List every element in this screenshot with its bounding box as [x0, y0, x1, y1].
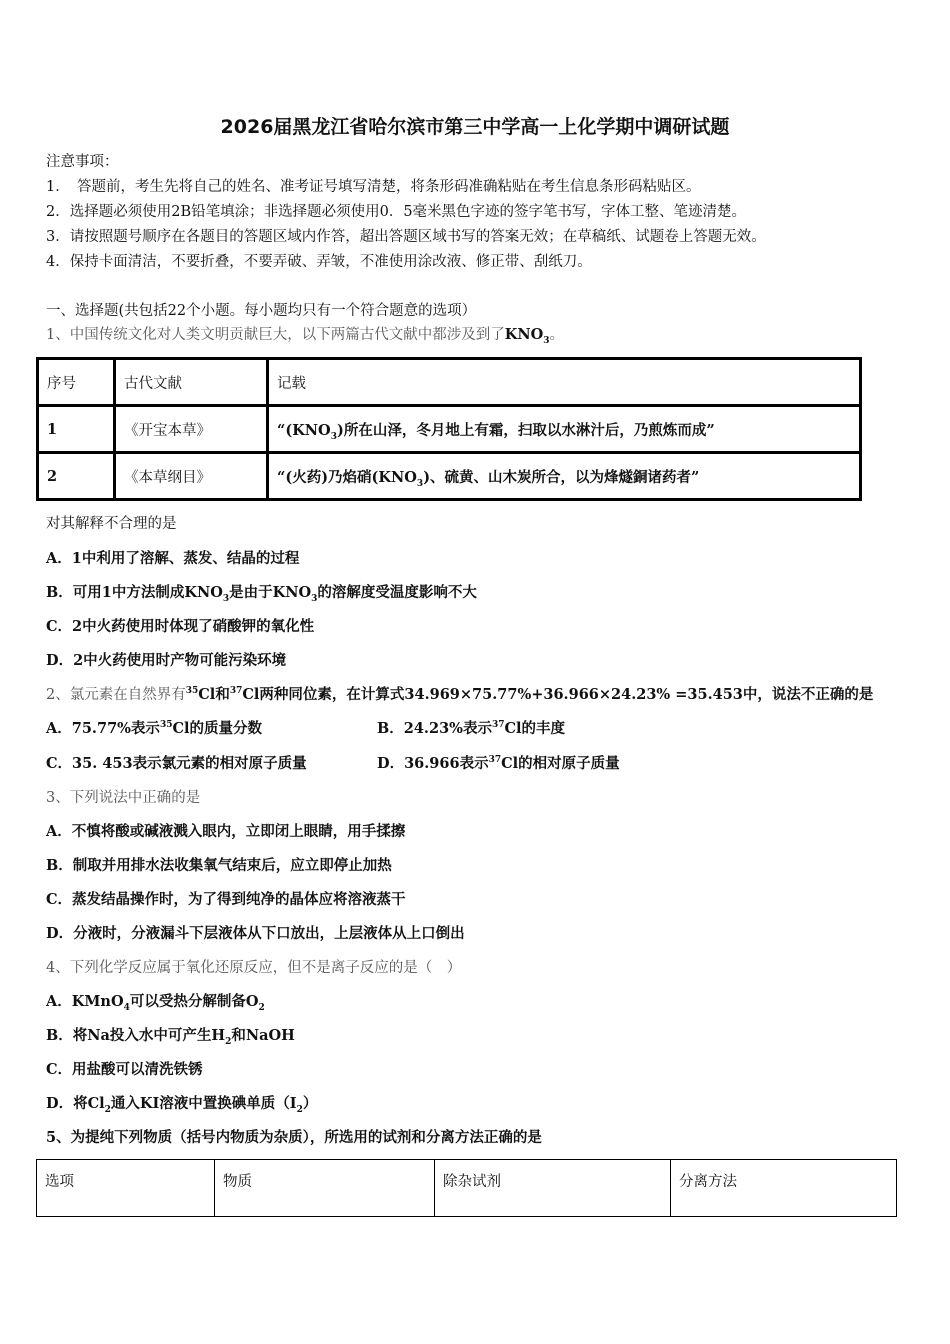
q4-a-sub: 4: [123, 1002, 130, 1013]
q2-option-a: [46, 719, 262, 739]
q4-option-d: [46, 1094, 317, 1114]
table-row: [38, 453, 861, 500]
q1-option-b: [46, 583, 477, 603]
row-no: 2: [38, 453, 115, 500]
table-header-row: [37, 1160, 897, 1217]
q1-table: [36, 357, 862, 501]
q1-stem-text: 1、中国传统文化对人类文明贡献巨大，以下两篇古代文献中都涉及到了: [46, 327, 505, 343]
q4-a-text: A．KMnO: [46, 993, 124, 1010]
q2-d-sup: 37: [488, 755, 502, 766]
q2-b-text: B．24.23%表示: [377, 720, 492, 737]
row-record: [268, 453, 861, 500]
q1-b-text: 的溶解度受温度影响不大: [317, 584, 477, 601]
q4-d-text: 通入KI溶液中置换碘单质（I: [110, 1095, 297, 1112]
q1-b-text: B．可用1中方法制成KNO: [46, 584, 223, 601]
question-2-stem: [46, 685, 873, 705]
question-4-stem: 4、下列化学反应属于氧化还原反应，但不是离子反应的是（ ）: [46, 960, 462, 976]
header-cell-reagent: 除杂试剂: [435, 1160, 671, 1217]
q1-stem-chem: KNO: [504, 326, 544, 343]
record-text: “(KNO: [277, 421, 331, 439]
q4-d-sub: 2: [296, 1104, 303, 1115]
q3-option-d: D．分液时，分液漏斗下层液体从下口放出，上层液体从上口倒出: [46, 925, 465, 942]
record-text: “(火药)乃焰硝(KNO: [277, 468, 417, 486]
q1-option-a: A．1中利用了溶解、蒸发、结晶的过程: [46, 550, 300, 567]
q4-b-text: 和NaOH: [231, 1027, 295, 1044]
table-row: [38, 406, 861, 453]
q4-d-sub: 2: [104, 1104, 111, 1115]
row-no: 1: [38, 406, 115, 453]
q4-option-c: C．用盐酸可以清洗铁锈: [46, 1061, 203, 1078]
header-cell-no: 序号: [38, 359, 115, 406]
q4-b-sub: 2: [225, 1036, 232, 1047]
q4-b-text: B．将Na投入水中可产生H: [46, 1027, 226, 1044]
header-cell-option: 选项: [37, 1160, 215, 1217]
q2-stem-text: 2、氯元素在自然界有: [46, 687, 186, 703]
q4-d-text: D．将Cl: [46, 1095, 105, 1112]
question-1-stem: [46, 325, 564, 345]
header-cell-method: 分离方法: [671, 1160, 897, 1217]
q2-option-d: [377, 754, 620, 774]
q1-stem-sub: 3: [543, 335, 550, 346]
row-record: [268, 406, 861, 453]
q2-option-c: C．35. 453表示氯元素的相对原子质量: [46, 755, 307, 772]
q2-a-text: Cl的质量分数: [172, 720, 263, 737]
q2-b-sup: 37: [491, 720, 505, 731]
q1-option-c: C．2中火药使用时体现了硝酸钾的氧化性: [46, 618, 315, 635]
q2-d-text: D．36.966表示: [377, 755, 489, 772]
question-3-stem: 3、下列说法中正确的是: [46, 790, 201, 806]
q4-a-text: 可以受热分解制备O: [129, 993, 259, 1010]
q3-option-b: B．制取并用排水法收集氧气结束后，应立即停止加热: [46, 857, 392, 874]
q2-a-text: A．75.77%表示: [46, 720, 160, 737]
header-cell-record: 记载: [268, 359, 861, 406]
record-sub: 3: [330, 431, 337, 442]
section-heading: 一、选择题(共包括22个小题。每小题均只有一个符合题意的选项）: [46, 303, 477, 319]
page-title: 2026届黑龙江省哈尔滨市第三中学高一上化学期中调研试题: [220, 116, 730, 138]
q3-option-a: A．不慎将酸或碱液溅入眼内，立即闭上眼睛，用手揉擦: [46, 823, 406, 840]
notice-item-2: 2．选择题必须使用2B铅笔填涂；非选择题必须使用0．5毫米黑色字迹的签字笔书写，字体工整、笔迹清楚。: [46, 204, 747, 220]
notice-item-1: 1． 答题前，考生先将自己的姓名、准考证号填写清楚，将条形码准确粘贴在考生信息条形码粘贴区。: [46, 179, 701, 195]
header-cell-substance: 物质: [215, 1160, 435, 1217]
question-5-stem: 5、为提纯下列物质（括号内物质为杂质），所选用的试剂和分离方法正确的是: [46, 1129, 542, 1146]
q4-a-sub: 2: [258, 1002, 265, 1013]
q2-a-sup: 35: [159, 720, 173, 731]
notice-heading: 注意事项：: [46, 154, 119, 170]
q4-d-text: ）: [302, 1095, 318, 1112]
record-text: )所在山泽，冬月地上有霜，扫取以水淋汁后，乃煎炼而成”: [336, 421, 715, 439]
q1-ask: 对其解释不合理的是: [46, 516, 177, 532]
q2-sup: 35: [185, 686, 199, 697]
q5-table: [36, 1159, 897, 1217]
q1-b-sub: 3: [311, 593, 318, 604]
q1-b-text: 是由于KNO: [229, 584, 312, 601]
record-text: )、硫黄、山木炭所合，以为烽燧銅诸药者”: [423, 468, 700, 486]
q1-stem-end: 。: [549, 327, 564, 343]
q2-option-b: [377, 719, 565, 739]
q4-option-a: [46, 992, 265, 1012]
q2-stem-text: Cl两种同位素，在计算式34.969×75.77%+36.966×24.23% =35.453中，说法不正确的是: [242, 686, 874, 703]
q2-stem-text: Cl和: [198, 686, 230, 703]
table-header-row: [38, 359, 861, 406]
q2-sup: 37: [229, 686, 243, 697]
notice-item-3: 3．请按照题号顺序在各题目的答题区域内作答，超出答题区域书写的答案无效；在草稿纸、试题卷上答题无效。: [46, 229, 766, 245]
row-book: 《开宝本草》: [115, 406, 268, 453]
record-sub: 3: [416, 478, 424, 489]
header-cell-book: 古代文献: [115, 359, 268, 406]
q4-option-b: [46, 1026, 295, 1046]
q2-d-text: Cl的相对原子质量: [501, 755, 620, 772]
row-book: 《本草纲目》: [115, 453, 268, 500]
q1-option-d: D．2中火药使用时产物可能污染环境: [46, 652, 287, 669]
q3-option-c: C．蒸发结晶操作时，为了得到纯净的晶体应将溶液蒸干: [46, 891, 406, 908]
q1-b-sub: 3: [222, 593, 230, 604]
q2-b-text: Cl的丰度: [504, 720, 566, 737]
notice-item-4: 4．保持卡面清洁，不要折叠，不要弄破、弄皱，不准使用涂改液、修正带、刮纸刀。: [46, 254, 592, 270]
